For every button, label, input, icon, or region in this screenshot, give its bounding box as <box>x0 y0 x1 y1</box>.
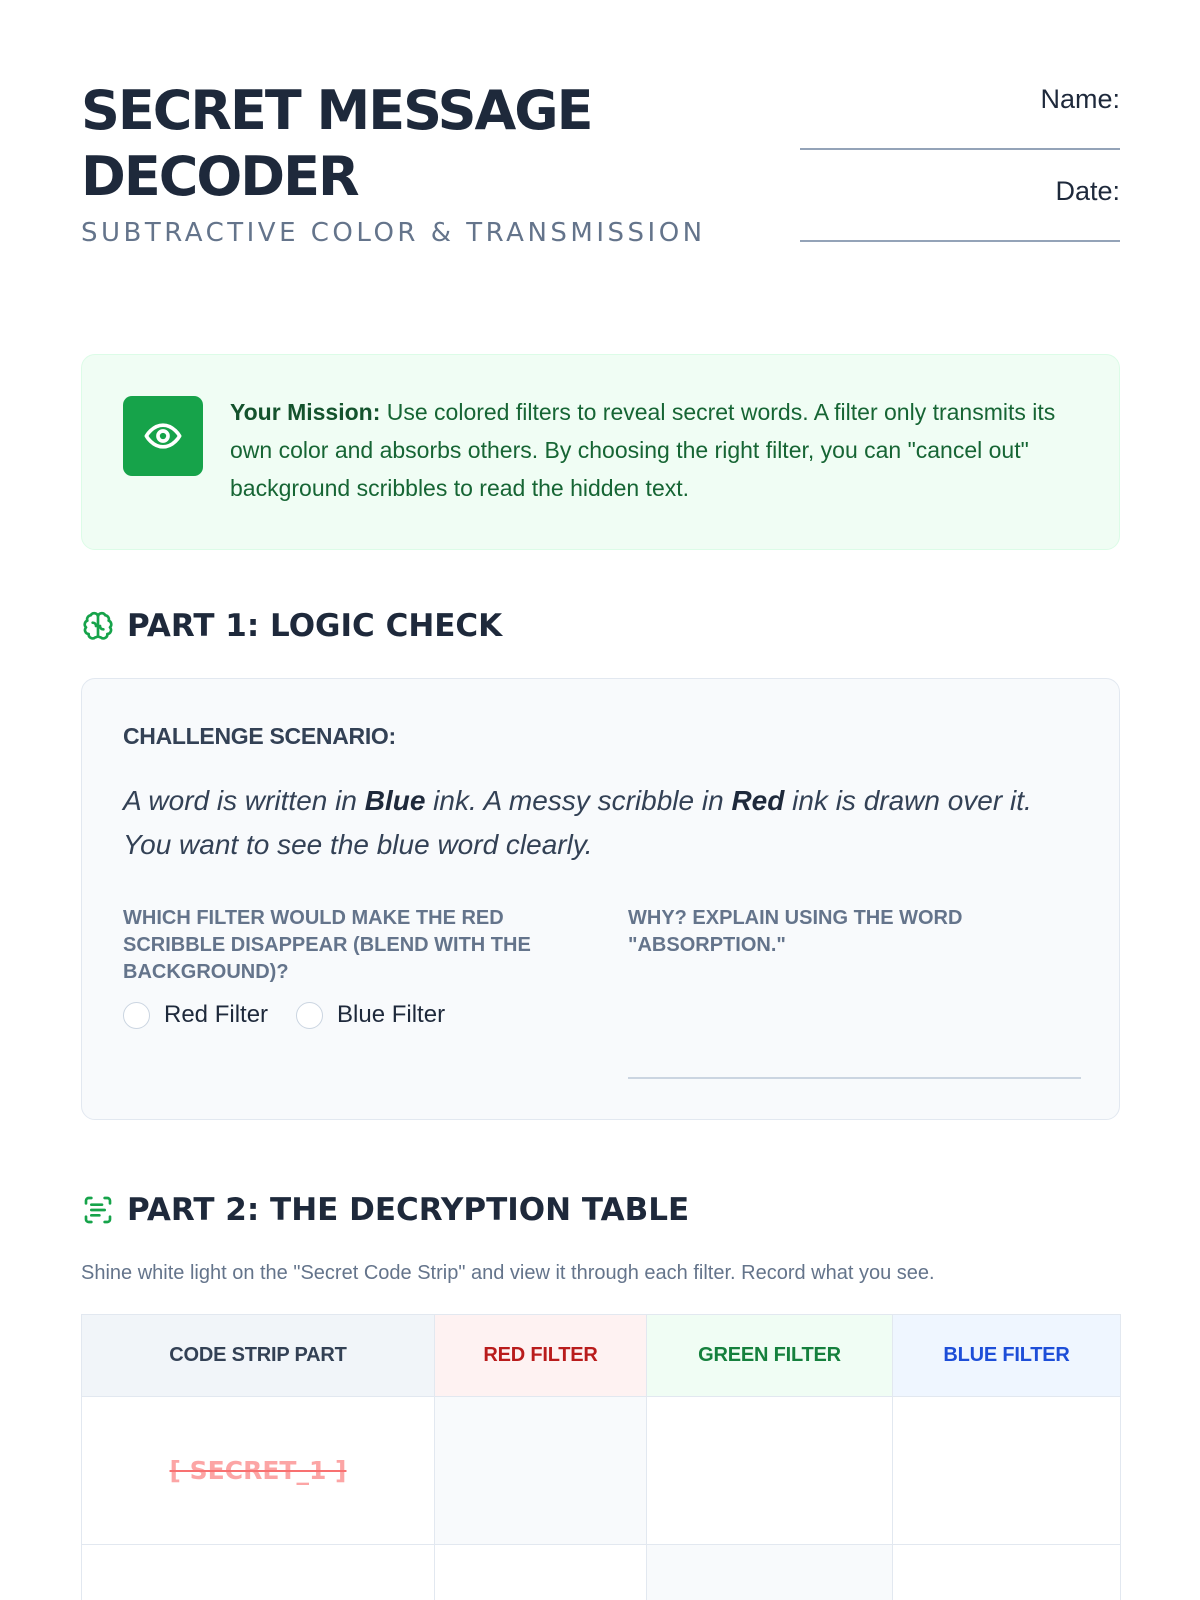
mission-lead: Your Mission: <box>230 399 381 425</box>
page-title: SECRET MESSAGE DECODER <box>81 79 592 208</box>
radio-red-filter[interactable] <box>123 1002 150 1029</box>
date-field[interactable] <box>800 170 1120 242</box>
scenario-label: CHALLENGE SCENARIO: <box>123 723 396 749</box>
scenario-text <box>123 779 1083 867</box>
explanation-answer-line[interactable] <box>628 1077 1081 1079</box>
part2-heading: PART 2: THE DECRYPTION TABLE <box>127 1192 690 1228</box>
option-label: Red Filter <box>164 1001 269 1028</box>
header <box>81 78 1120 300</box>
red-filter-answer-cell[interactable] <box>435 1397 647 1545</box>
scenario-blue: Blue <box>364 785 426 816</box>
code-cell <box>82 1397 435 1545</box>
table-header-row <box>82 1315 1121 1397</box>
part1-heading-row <box>81 606 502 646</box>
blue-filter-answer-cell[interactable] <box>893 1397 1121 1545</box>
scenario-part: ink. A messy scribble in <box>425 785 732 816</box>
mission-body: Use colored filters to reveal secret words. A filter only transmits its own color and absorbs others. By choosing the right filter, you can "cancel out" background scribbles to read the hidden text. <box>230 399 1056 501</box>
col-code-strip: CODE STRIP PART <box>82 1315 435 1397</box>
mission-callout <box>81 354 1120 550</box>
code-cell <box>82 1545 435 1600</box>
worksheet-page <box>81 0 1120 1600</box>
absorption-question: WHY? EXPLAIN USING THE WORD "ABSORPTION." <box>628 907 963 956</box>
date-label: Date: <box>1055 176 1120 206</box>
radio-blue-filter[interactable] <box>296 1002 323 1029</box>
blue-filter-answer-cell[interactable] <box>893 1545 1121 1600</box>
table-row <box>82 1397 1121 1545</box>
filter-options <box>123 1001 445 1029</box>
green-filter-answer-cell[interactable] <box>647 1545 893 1600</box>
part2-instructions: Shine white light on the "Secret Code Strip" and view it through each filter. Record what you see. <box>81 1262 935 1284</box>
page-subtitle: SUBTRACTIVE COLOR & TRANSMISSION <box>81 218 706 248</box>
secret-code-text: [ SECRET_1 ] <box>169 1456 347 1485</box>
red-filter-answer-cell[interactable] <box>435 1545 647 1600</box>
scenario-red: Red <box>731 785 785 816</box>
col-green-filter: GREEN FILTER <box>647 1315 893 1397</box>
scenario-part: A word is written in <box>123 785 365 816</box>
option-label: Blue Filter <box>337 1001 446 1028</box>
eye-icon <box>123 396 203 476</box>
green-filter-answer-cell[interactable] <box>647 1397 893 1545</box>
mission-text <box>230 393 1080 507</box>
col-blue-filter: BLUE FILTER <box>893 1315 1121 1397</box>
decryption-table <box>81 1314 1121 1600</box>
table-row <box>82 1545 1121 1600</box>
filter-question: WHICH FILTER WOULD MAKE THE RED SCRIBBLE DISAPPEAR (BLEND WITH THE BACKGROUND)? <box>123 907 531 983</box>
challenge-card <box>81 678 1120 1120</box>
part2-heading-row <box>81 1190 689 1230</box>
option-red-filter[interactable] <box>123 1001 268 1029</box>
part1-heading: PART 1: LOGIC CHECK <box>127 608 503 644</box>
name-field[interactable] <box>800 78 1120 150</box>
name-label: Name: <box>1040 84 1120 114</box>
scenario-part: ink is drawn over it. You want to see the blue word clearly. <box>123 785 1032 860</box>
scan-text-icon <box>81 1193 115 1227</box>
col-red-filter: RED FILTER <box>435 1315 647 1397</box>
brain-icon <box>81 609 115 643</box>
option-blue-filter[interactable] <box>296 1001 445 1029</box>
